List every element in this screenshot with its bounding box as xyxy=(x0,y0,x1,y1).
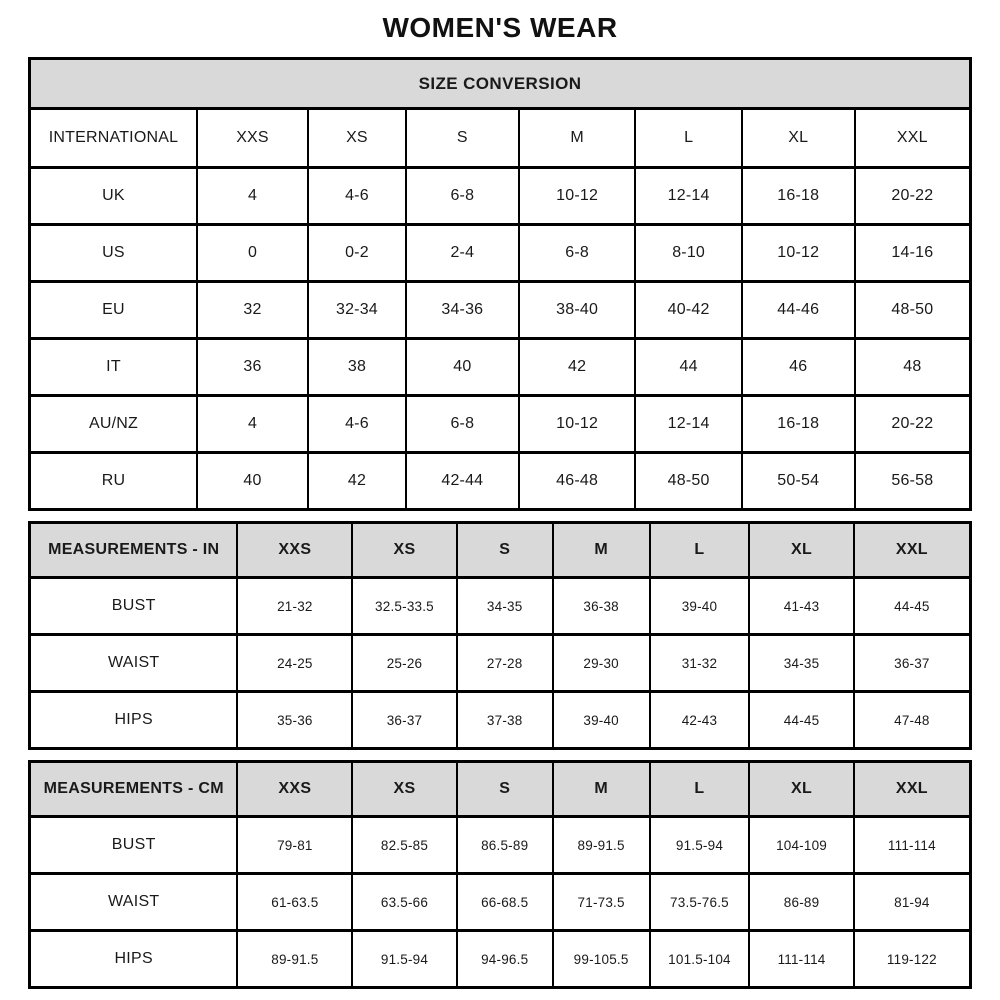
cell: 99-105.5 xyxy=(553,931,650,988)
column-header-xs: XS xyxy=(352,523,456,578)
column-header-international: INTERNATIONAL xyxy=(30,109,197,168)
cell: 4 xyxy=(197,396,308,453)
cell: 27-28 xyxy=(457,635,553,692)
cell: 12-14 xyxy=(635,396,741,453)
cell: 50-54 xyxy=(742,453,855,510)
cell: 25-26 xyxy=(352,635,456,692)
measurements-cm-header-row xyxy=(30,762,971,817)
cell: 4-6 xyxy=(308,168,406,225)
cell: 24-25 xyxy=(237,635,352,692)
cell: 14-16 xyxy=(855,225,971,282)
table-row-us xyxy=(30,225,971,282)
cell: 46 xyxy=(742,339,855,396)
cell: 104-109 xyxy=(749,817,853,874)
table-row-bust-cm xyxy=(30,817,971,874)
row-label-eu: EU xyxy=(30,282,197,339)
cell: 36-38 xyxy=(553,578,650,635)
table-row-bust-in xyxy=(30,578,971,635)
measurements-cm-table xyxy=(28,760,972,989)
row-label-aunz: AU/NZ xyxy=(30,396,197,453)
column-header-s: S xyxy=(457,762,553,817)
cell: 34-35 xyxy=(457,578,553,635)
measurements-in-header-row xyxy=(30,523,971,578)
cell: 79-81 xyxy=(237,817,352,874)
cell: 42 xyxy=(308,453,406,510)
cell: 6-8 xyxy=(406,168,519,225)
column-header-xs: XS xyxy=(308,109,406,168)
cell: 40 xyxy=(406,339,519,396)
table-row-waist-in xyxy=(30,635,971,692)
column-header-xl: XL xyxy=(742,109,855,168)
cell: 0-2 xyxy=(308,225,406,282)
cell: 66-68.5 xyxy=(457,874,553,931)
cell: 10-12 xyxy=(519,168,636,225)
table-row-ru xyxy=(30,453,971,510)
size-conversion-banner-row xyxy=(30,59,971,109)
column-header-xs: XS xyxy=(352,762,456,817)
cell: 44-45 xyxy=(749,692,853,749)
cell: 46-48 xyxy=(519,453,636,510)
cell: 86.5-89 xyxy=(457,817,553,874)
cell: 47-48 xyxy=(854,692,971,749)
cell: 10-12 xyxy=(519,396,636,453)
cell: 31-32 xyxy=(650,635,750,692)
cell: 4 xyxy=(197,168,308,225)
cell: 91.5-94 xyxy=(650,817,750,874)
cell: 36-37 xyxy=(854,635,971,692)
cell: 61-63.5 xyxy=(237,874,352,931)
table-row-it xyxy=(30,339,971,396)
size-conversion-table xyxy=(28,57,972,511)
cell: 6-8 xyxy=(519,225,636,282)
page-title: WOMEN'S WEAR xyxy=(382,12,618,43)
row-label-bust: BUST xyxy=(30,578,238,635)
cell: 8-10 xyxy=(635,225,741,282)
cell: 20-22 xyxy=(855,396,971,453)
row-label-waist: WAIST xyxy=(30,874,238,931)
cell: 37-38 xyxy=(457,692,553,749)
cell: 4-6 xyxy=(308,396,406,453)
row-label-uk: UK xyxy=(30,168,197,225)
cell: 63.5-66 xyxy=(352,874,456,931)
table-row-aunz xyxy=(30,396,971,453)
cell: 42-44 xyxy=(406,453,519,510)
cell: 48-50 xyxy=(635,453,741,510)
cell: 71-73.5 xyxy=(553,874,650,931)
cell: 40-42 xyxy=(635,282,741,339)
cell: 10-12 xyxy=(742,225,855,282)
table-row-hips-cm xyxy=(30,931,971,988)
column-header-xxs: XXS xyxy=(237,523,352,578)
table-row-waist-cm xyxy=(30,874,971,931)
cell: 73.5-76.5 xyxy=(650,874,750,931)
cell: 91.5-94 xyxy=(352,931,456,988)
column-header-xxs: XXS xyxy=(197,109,308,168)
cell: 16-18 xyxy=(742,168,855,225)
cell: 101.5-104 xyxy=(650,931,750,988)
row-label-hips: HIPS xyxy=(30,931,238,988)
cell: 94-96.5 xyxy=(457,931,553,988)
cell: 86-89 xyxy=(749,874,853,931)
cell: 2-4 xyxy=(406,225,519,282)
column-header-xl: XL xyxy=(749,523,853,578)
size-conversion-columns-row xyxy=(30,109,971,168)
column-header-xxl: XXL xyxy=(854,523,971,578)
size-conversion-header: SIZE CONVERSION xyxy=(30,59,971,109)
table-row-hips-in xyxy=(30,692,971,749)
cell: 16-18 xyxy=(742,396,855,453)
column-header-xxl: XXL xyxy=(854,762,971,817)
table-row-uk xyxy=(30,168,971,225)
cell: 0 xyxy=(197,225,308,282)
column-header-l: L xyxy=(635,109,741,168)
row-label-hips: HIPS xyxy=(30,692,238,749)
row-label-us: US xyxy=(30,225,197,282)
cell: 89-91.5 xyxy=(553,817,650,874)
measurements-in-header: MEASUREMENTS - IN xyxy=(30,523,238,578)
column-header-xl: XL xyxy=(749,762,853,817)
cell: 12-14 xyxy=(635,168,741,225)
cell: 41-43 xyxy=(749,578,853,635)
cell: 21-32 xyxy=(237,578,352,635)
cell: 81-94 xyxy=(854,874,971,931)
cell: 89-91.5 xyxy=(237,931,352,988)
measurements-cm-header: MEASUREMENTS - CM xyxy=(30,762,238,817)
column-header-m: M xyxy=(553,762,650,817)
cell: 48 xyxy=(855,339,971,396)
column-header-m: M xyxy=(553,523,650,578)
column-header-m: M xyxy=(519,109,636,168)
cell: 32.5-33.5 xyxy=(352,578,456,635)
cell: 44 xyxy=(635,339,741,396)
cell: 34-35 xyxy=(749,635,853,692)
cell: 32-34 xyxy=(308,282,406,339)
cell: 32 xyxy=(197,282,308,339)
cell: 48-50 xyxy=(855,282,971,339)
cell: 39-40 xyxy=(553,692,650,749)
cell: 82.5-85 xyxy=(352,817,456,874)
column-header-xxs: XXS xyxy=(237,762,352,817)
cell: 29-30 xyxy=(553,635,650,692)
row-label-bust: BUST xyxy=(30,817,238,874)
cell: 6-8 xyxy=(406,396,519,453)
column-header-l: L xyxy=(650,523,750,578)
row-label-ru: RU xyxy=(30,453,197,510)
measurements-in-table xyxy=(28,521,972,750)
cell: 34-36 xyxy=(406,282,519,339)
cell: 44-45 xyxy=(854,578,971,635)
column-header-l: L xyxy=(650,762,750,817)
cell: 38 xyxy=(308,339,406,396)
row-label-it: IT xyxy=(30,339,197,396)
cell: 20-22 xyxy=(855,168,971,225)
cell: 39-40 xyxy=(650,578,750,635)
cell: 42 xyxy=(519,339,636,396)
table-row-eu xyxy=(30,282,971,339)
cell: 36-37 xyxy=(352,692,456,749)
column-header-s: S xyxy=(457,523,553,578)
cell: 38-40 xyxy=(519,282,636,339)
cell: 119-122 xyxy=(854,931,971,988)
cell: 42-43 xyxy=(650,692,750,749)
row-label-waist: WAIST xyxy=(30,635,238,692)
cell: 111-114 xyxy=(749,931,853,988)
cell: 44-46 xyxy=(742,282,855,339)
cell: 35-36 xyxy=(237,692,352,749)
cell: 56-58 xyxy=(855,453,971,510)
cell: 36 xyxy=(197,339,308,396)
cell: 40 xyxy=(197,453,308,510)
column-header-s: S xyxy=(406,109,519,168)
cell: 111-114 xyxy=(854,817,971,874)
column-header-xxl: XXL xyxy=(855,109,971,168)
